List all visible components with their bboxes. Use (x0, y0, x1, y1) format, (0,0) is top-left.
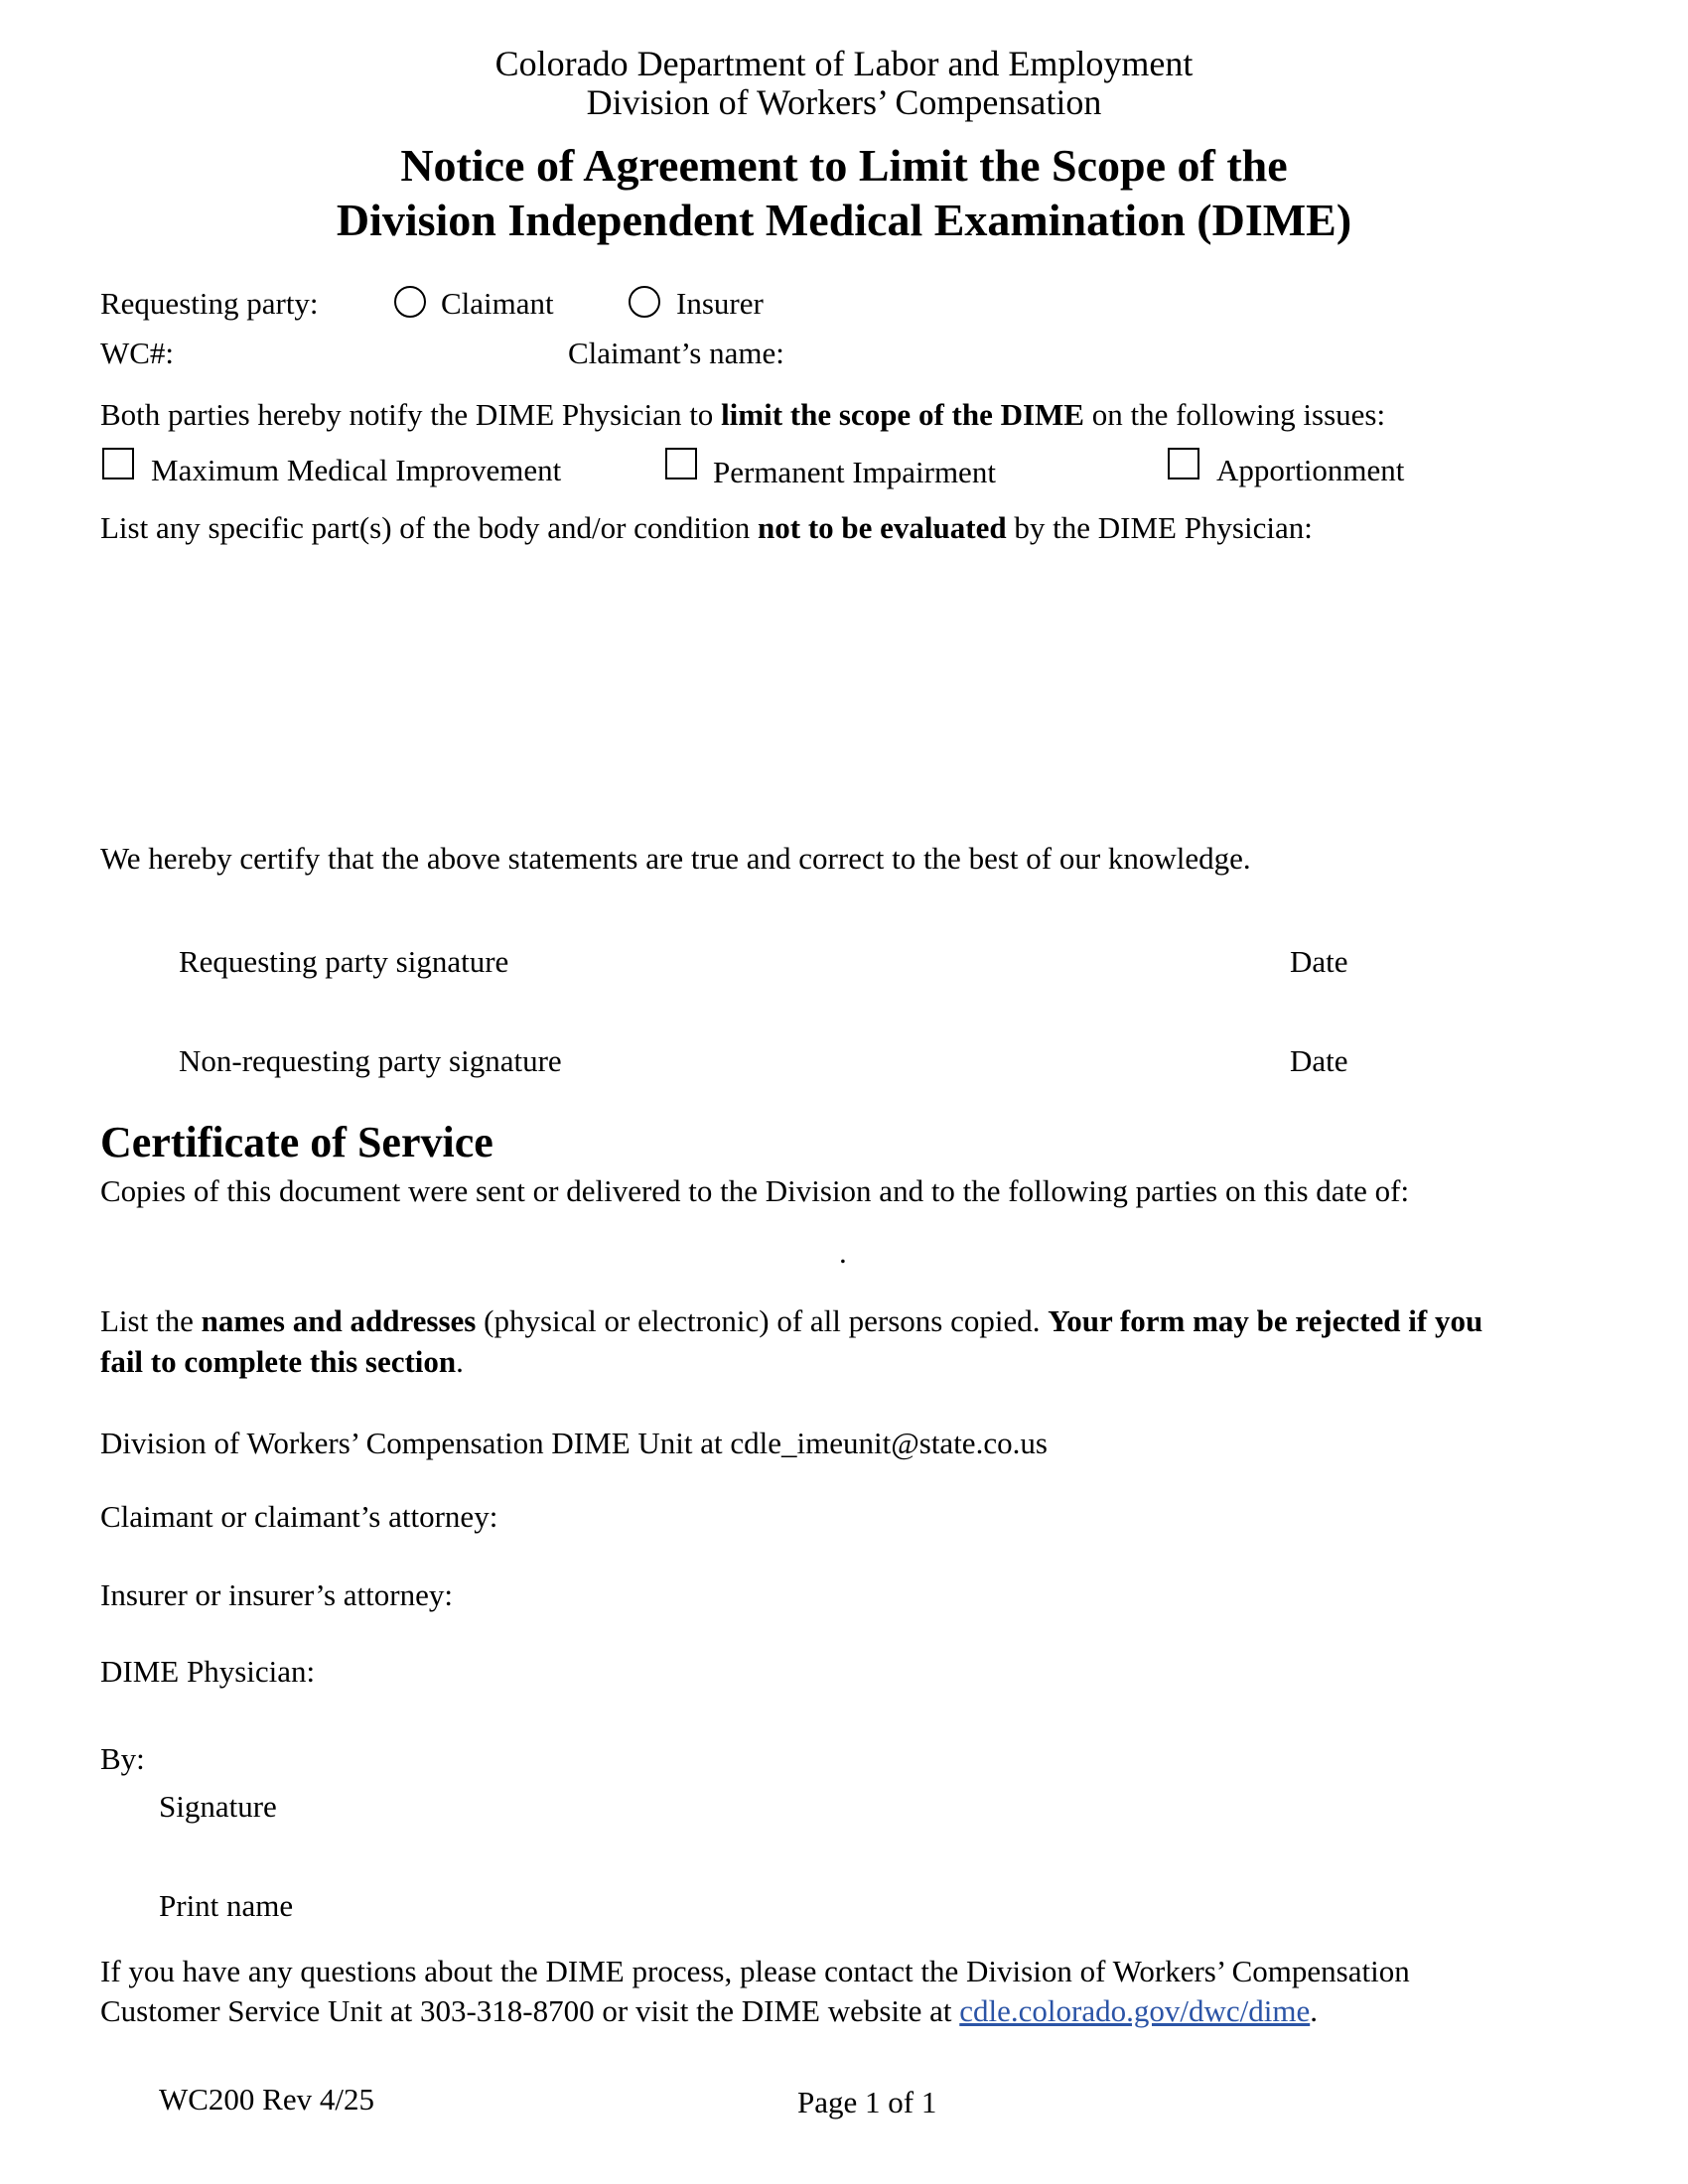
non-requesting-signature-label: Non-requesting party signature (179, 1043, 562, 1078)
permanent-impairment-checkbox[interactable] (665, 448, 697, 479)
dime-website-link[interactable]: cdle.colorado.gov/dwc/dime (959, 1993, 1311, 2028)
division-name: Division of Workers’ Compensation (586, 82, 1102, 122)
requesting-signature-label: Requesting party signature (179, 944, 509, 979)
by-label: By: (100, 1741, 145, 1776)
apportionment-checkbox[interactable] (1168, 448, 1199, 479)
certificate-of-service-heading: Certificate of Service (100, 1118, 493, 1166)
dime-unit-recipient: Division of Workers’ Compensation DIME Unit at cdle_imeunit@state.co.us (100, 1426, 1048, 1460)
service-signature-label: Signature (159, 1789, 277, 1824)
requesting-party-label: Requesting party: (100, 286, 319, 321)
apportionment-label: Apportionment (1216, 453, 1405, 487)
form-title-line-1: Notice of Agreement to Limit the Scope of the (400, 140, 1288, 191)
exclusion-instructions: List any specific part(s) of the body and/or condition not to be evaluated by the DIME Physician: (100, 510, 1313, 545)
insurer-attorney-label: Insurer or insurer’s attorney: (100, 1577, 453, 1612)
contact-line-2: Customer Service Unit at 303-318-8700 or visit the DIME website at cdle.colorado.gov/dwc/dime. (100, 1993, 1318, 2028)
copied-persons-instructions-cont: fail to complete this section. (100, 1344, 464, 1379)
claimant-attorney-label: Claimant or claimant’s attorney: (100, 1499, 498, 1534)
permanent-impairment-label: Permanent Impairment (713, 455, 996, 489)
wc-number-label: WC#: (100, 336, 175, 370)
claimant-option-label: Claimant (441, 286, 554, 321)
dime-physician-label: DIME Physician: (100, 1654, 316, 1689)
mmi-label: Maximum Medical Improvement (151, 453, 562, 487)
claimant-radio[interactable] (394, 286, 426, 318)
date-line-dot: . (839, 1235, 847, 1270)
non-requesting-date-label: Date (1290, 1043, 1348, 1078)
claimant-name-label: Claimant’s name: (568, 336, 784, 370)
insurer-radio[interactable] (629, 286, 660, 318)
scope-notice: Both parties hereby notify the DIME Physician to limit the scope of the DIME on the following issues: (100, 397, 1386, 432)
copies-statement: Copies of this document were sent or delivered to the Division and to the following parties on this date of: (100, 1173, 1410, 1208)
form-title-line-2: Division Independent Medical Examination (DIME) (336, 195, 1352, 245)
certification-statement: We hereby certify that the above statements are true and correct to the best of our knowledge. (100, 841, 1251, 876)
print-name-label: Print name (159, 1888, 294, 1923)
mmi-checkbox[interactable] (102, 448, 134, 479)
copied-persons-instructions: List the names and addresses (physical or electronic) of all persons copied. Your form may be rejected if you (100, 1303, 1483, 1338)
insurer-option-label: Insurer (676, 286, 764, 321)
page-number: Page 1 of 1 (797, 2085, 937, 2119)
requesting-date-label: Date (1290, 944, 1348, 979)
contact-line-1: If you have any questions about the DIME process, please contact the Division of Workers’ Compensation (100, 1954, 1410, 1988)
agency-name: Colorado Department of Labor and Employment (494, 44, 1194, 83)
form-id: WC200 Rev 4/25 (159, 2082, 374, 2116)
